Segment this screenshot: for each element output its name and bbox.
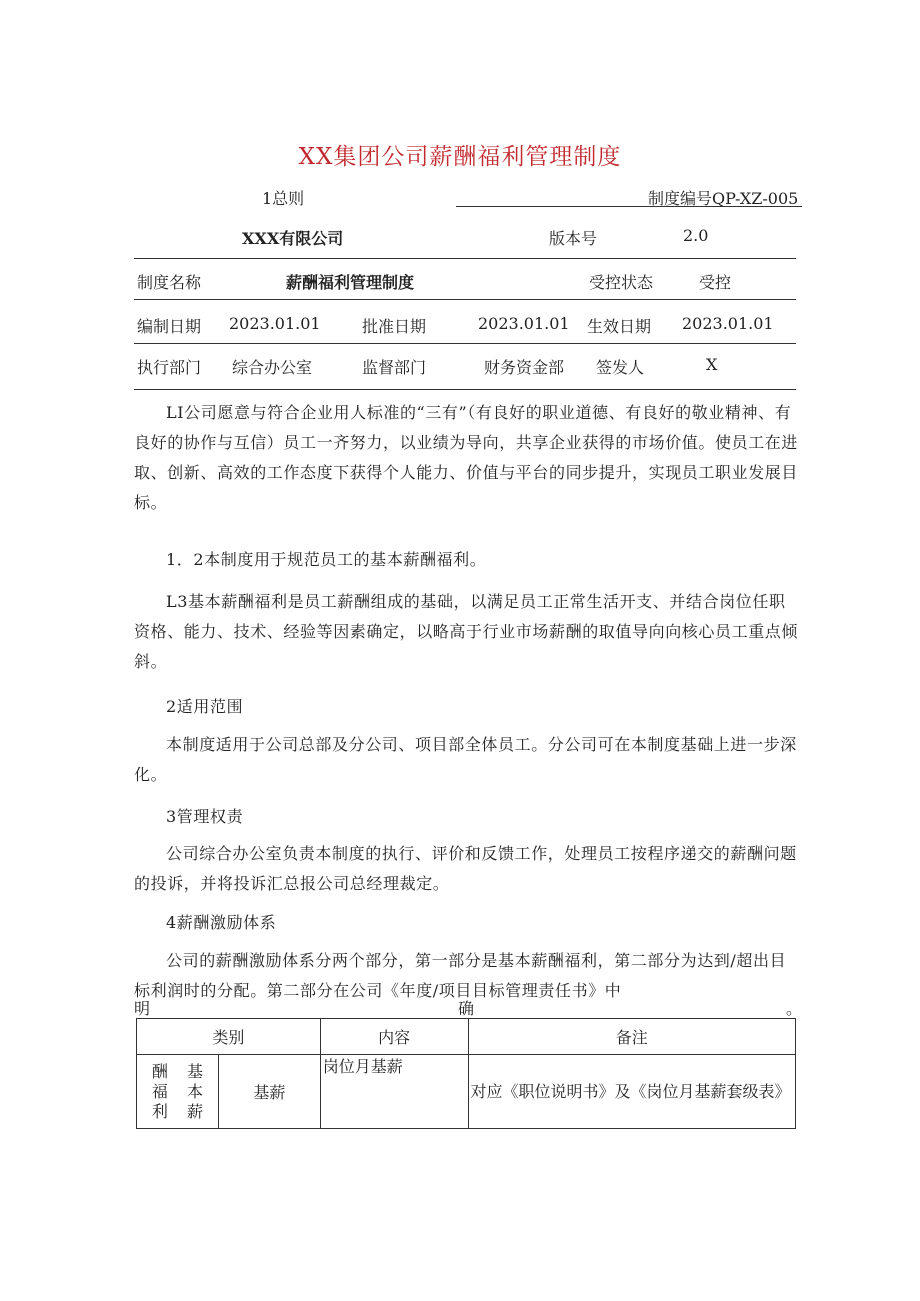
meta-rule-2 xyxy=(134,343,796,344)
control-status-label: 受控状态 xyxy=(589,273,654,292)
header-rule xyxy=(456,206,802,207)
meta-rule-1 xyxy=(134,299,796,300)
group-col-right: 基 本 薪 xyxy=(186,1061,203,1121)
section-general: 1总则 xyxy=(262,189,305,208)
control-status-value: 受控 xyxy=(699,273,732,292)
salary-table xyxy=(136,1018,796,1129)
section-scope-heading: 2适用范围 xyxy=(166,697,244,716)
doc-name-value: 薪酬福利管理制度 xyxy=(286,273,415,292)
approve-date-label: 批准日期 xyxy=(362,317,427,336)
compile-date-label: 编制日期 xyxy=(137,317,202,336)
document-number: 制度编号QP-XZ-005 xyxy=(648,189,799,208)
supervise-dept-label: 监督部门 xyxy=(362,358,427,377)
content-cell: 岗位月基薪 xyxy=(320,1055,468,1129)
sub-category-cell: 基薪 xyxy=(218,1055,320,1129)
meta-rule-bottom xyxy=(134,389,796,390)
table-row xyxy=(137,1055,796,1129)
exec-dept-label: 执行部门 xyxy=(137,358,202,377)
issuer-value: X xyxy=(706,355,718,374)
doc-name-label: 制度名称 xyxy=(137,273,202,292)
header-content: 内容 xyxy=(320,1019,468,1055)
table-header-row xyxy=(137,1019,796,1055)
body-paragraph-4: 本制度适用于公司总部及分公司、项目部全体员工。分公司可在本制度基础上进一步深化。 xyxy=(134,735,797,784)
body-paragraph-6: 公司的薪酬激励体系分两个部分，第一部分是基本薪酬福利，第二部分为达到/超出目标利润时的分配。第二部分在公司《年度/项目目标管理责任书》中 xyxy=(134,951,787,1000)
header-category: 类别 xyxy=(137,1019,321,1055)
section-incentive-heading: 4薪酬激励体系 xyxy=(166,913,277,932)
section-authority-heading: 3管理权责 xyxy=(166,807,244,826)
approve-date-value: 2023.01.01 xyxy=(478,314,570,333)
supervise-dept-value: 财务资金部 xyxy=(484,358,565,377)
effective-date-value: 2023.01.01 xyxy=(682,314,774,333)
body-paragraph-2: 1．2本制度用于规范员工的基本薪酬福利。 xyxy=(166,550,487,569)
group-col-left: 酬 福 利 xyxy=(151,1061,168,1121)
version-value: 2.0 xyxy=(683,226,709,245)
issuer-label: 签发人 xyxy=(596,358,645,377)
justified-char-1: 明 xyxy=(134,999,151,1018)
effective-date-label: 生效日期 xyxy=(587,317,652,336)
document-title: XX集团公司薪酬福利管理制度 xyxy=(298,144,622,170)
body-paragraph-1: LI公司愿意与符合企业用人标准的“三有”（有良好的职业道德、有良好的敬业精神、有良好的协作与互信）员工一齐努力，以业绩为导向，共享企业获得的市场价值。使员工在进取、创新、高效的工作态度下获得个人能力、价值与平台的同步提升，实现员工职业发展目标。 xyxy=(134,403,799,512)
body-paragraph-3: L3基本薪酬福利是员工薪酬组成的基础，以满足员工正常生活开支、并结合岗位任职资格、能力、技术、经验等因素确定，以略高于行业市场薪酬的取值导向向核心员工重点倾斜。 xyxy=(134,592,799,671)
exec-dept-value: 综合办公室 xyxy=(232,358,313,377)
compile-date-value: 2023.01.01 xyxy=(229,314,321,333)
group-label-cell xyxy=(137,1055,219,1129)
company-name: XXX有限公司 xyxy=(242,229,344,248)
remark-cell: 对应《职位说明书》及《岗位月基薪套级表》 xyxy=(468,1055,795,1129)
meta-rule-top xyxy=(134,258,796,259)
header-remark: 备注 xyxy=(468,1019,795,1055)
justified-char-2: 确 xyxy=(458,999,475,1018)
justified-char-3: 。 xyxy=(786,999,803,1018)
body-paragraph-5: 公司综合办公室负责本制度的执行、评价和反馈工作，处理员工按程序递交的薪酬问题的投诉，并将投诉汇总报公司总经理裁定。 xyxy=(134,844,797,893)
version-label: 版本号 xyxy=(549,229,598,248)
